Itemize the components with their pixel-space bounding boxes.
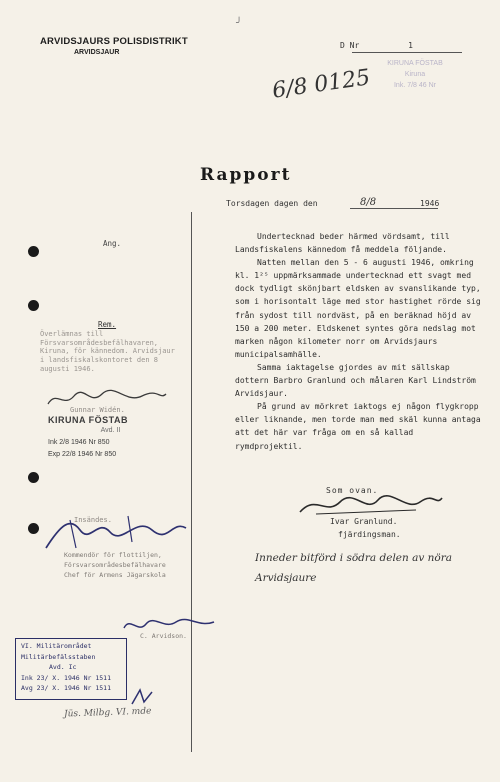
margin-divider	[191, 212, 192, 752]
widen-name: Gunnar Widén.	[70, 406, 125, 414]
header-city: ARVIDSJAUR	[74, 49, 120, 56]
handwritten-date: 6/8 0125	[270, 65, 372, 104]
handwritten-bottom-note: Jüs. Milbg. VI. mde	[63, 706, 152, 720]
punch-hole	[28, 300, 39, 311]
stamp-line: Ink 23/ X. 1946 Nr 1511	[21, 673, 112, 682]
signer-title: fjärdingsman.	[338, 530, 401, 539]
punch-hole	[28, 523, 39, 534]
paragraph: Samma iaktagelse gjordes av mit sällskap dottern Barbro Granlund och målaren Karl Lindström Arvidsjaur.	[235, 362, 476, 399]
stamp-title: KIRUNA FÖSTAB	[48, 415, 128, 425]
paragraph: På grund av mörkret iaktogs ej någon flygkropp eller liknande, men torde man med skäl kunna antaga att det här var fråga om en så kallad rymdprojektil.	[235, 402, 481, 451]
date-year: 1946	[420, 199, 440, 208]
report-title: Rapport	[200, 165, 292, 185]
stamp-line: Avd. Ic	[49, 663, 77, 671]
signature-granlund	[296, 492, 446, 520]
stamp-line: Avg 23/ X. 1946 Nr 1511	[21, 684, 112, 692]
military-area-stamp	[15, 638, 127, 700]
stamp-ink-row: Ink 2/8 1946 Nr 850	[48, 439, 110, 446]
rank-lines: Kommendör för flottiljen, Försvarsområdesbefälhavare Chef för Armens Jägarskola	[64, 551, 166, 579]
remittance-block	[40, 321, 180, 374]
handwritten-note: Inneder bitförd i södra delen av nöra Arvidsjaure	[255, 552, 453, 584]
kiruna-fostab-stamp	[48, 415, 173, 458]
rem-heading: Rem.	[98, 320, 117, 329]
header-organization: ARVIDSJAURS POLISDISTRIKT	[40, 36, 188, 47]
dnr-value: 1	[408, 41, 413, 50]
date-underline	[350, 208, 438, 209]
stamp-exp-row: Exp 22/8 1946 Nr 850	[48, 451, 117, 458]
handwritten-mark: ╯	[236, 18, 243, 29]
date-value: 8/8	[360, 197, 377, 208]
paragraph: Undertecknad beder härmed vördsamt, till Landsfiskalens kännedom få meddela följande.	[235, 232, 450, 255]
punch-hole	[28, 472, 39, 483]
stamp-department: Avd. II	[100, 427, 121, 434]
report-body	[235, 230, 485, 453]
initials-mark	[128, 686, 158, 708]
punch-hole	[28, 246, 39, 257]
faint-received-stamp: KIRUNA FÖSTAB Kiruna Ink. 7/8 46 Nr	[387, 60, 443, 89]
signer-name: Ivar Granlund.	[330, 517, 398, 526]
rem-text: Överlämnas till Försvarsområdesbefälhavaren, Kiruna, för kännedom. Arvidsjaur i landsfiskalskontoret den 8 augusti 1946.	[40, 329, 175, 373]
signature-commander	[40, 508, 190, 556]
stamp-line: VI. Militärområdet	[21, 642, 92, 650]
date-prefix: Torsdagen dagen den	[226, 199, 318, 208]
arvidson-name: C. Arvidson.	[140, 632, 187, 640]
dnr-label: D Nr 1	[340, 41, 413, 50]
dnr-underline	[352, 52, 462, 53]
stamp-line: Militärbefälsstaben	[21, 652, 96, 661]
subject-label: Ang.	[103, 239, 122, 248]
closing-phrase: Som ovan.	[326, 486, 379, 495]
insandes-label: Insändes.	[74, 516, 112, 524]
paragraph: Natten mellan den 5 - 6 augusti 1946, omkring kl. 1²⁵ uppmärksammade undertecknad ett svagt med dock tydligt skönjbart eldsken av svanslikande typ, som i horisontalt läge med stor hastighet rörde sig från sydost till nordväst, på en beräknad höjd av 150 a 200 meter. Eldskenet syntes göra nedslag mot marken någon kilometer norr om Arvidsjaurs municipalsamhälle.	[235, 258, 481, 359]
